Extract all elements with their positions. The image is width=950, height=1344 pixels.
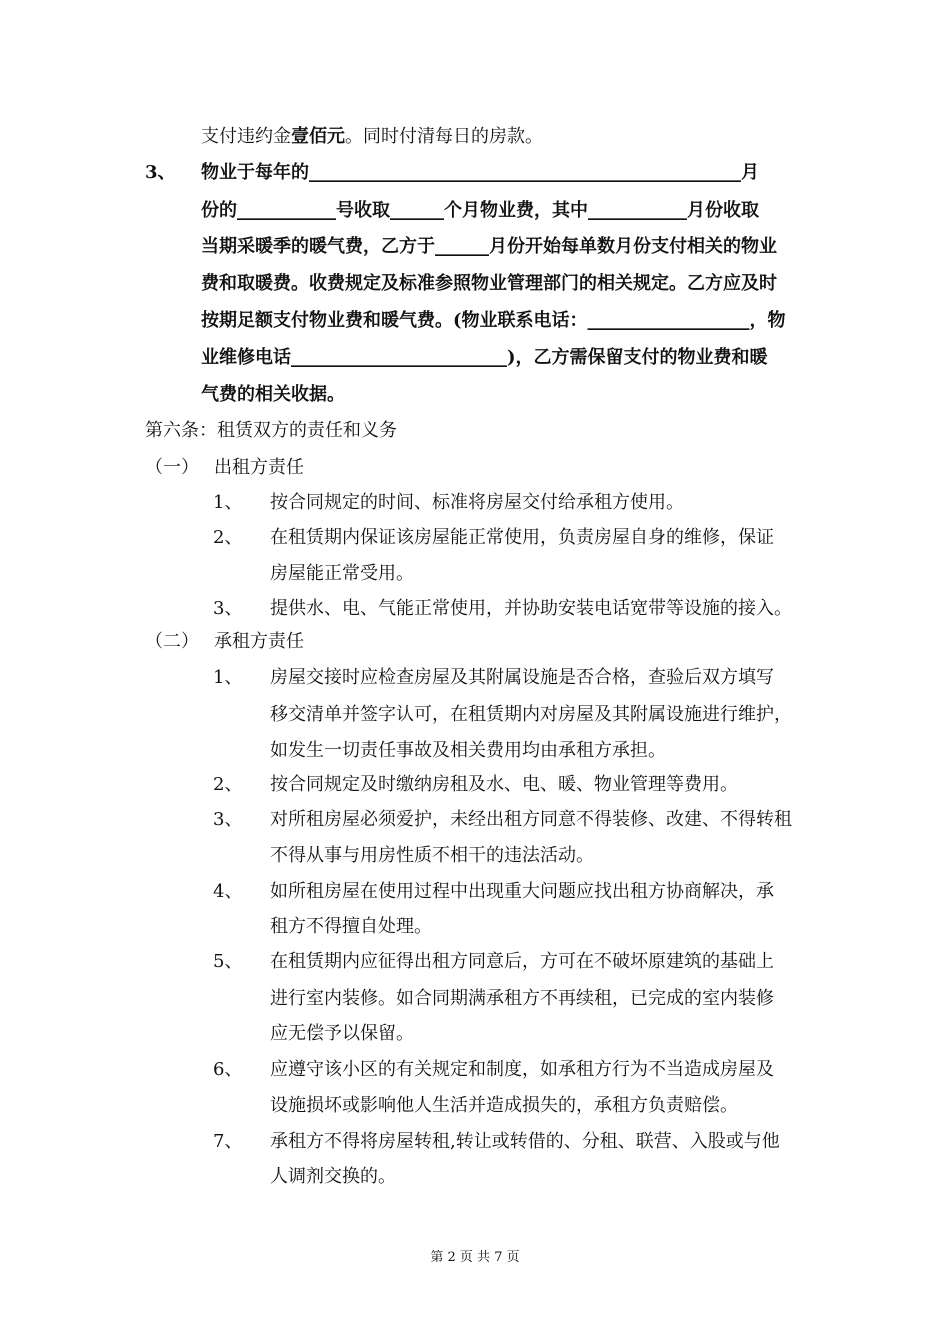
- item-3-line-2: 份的___________号收取______个月物业费，其中___________月份收取: [201, 200, 759, 221]
- lessor-item-1-line-1: 按合同规定的时间、标准将房屋交付给承租方使用。: [270, 492, 684, 513]
- lessee-item-4-number: 4、: [213, 881, 243, 902]
- lessee-item-2-line-1: 按合同规定及时缴纳房租及水、电、暖、物业管理等费用。: [270, 774, 738, 795]
- penalty-amount: 壹佰元: [291, 126, 345, 147]
- item-3-line-6: 业维修电话________________________)，乙方需保留支付的物业费和暖: [201, 347, 768, 368]
- lessee-item-1-line-2: 移交清单并签字认可，在租赁期内对房屋及其附属设施进行维护，: [270, 704, 792, 725]
- lessor-item-2-number: 2、: [213, 527, 243, 548]
- lessee-item-7-line-1: 承租方不得将房屋转租,转让或转借的、分租、联营、入股或与他: [270, 1131, 780, 1152]
- item-3-line-1: 物业于每年的________________________________________________月: [201, 162, 759, 183]
- lessor-item-2-line-1: 在租赁期内保证该房屋能正常使用，负责房屋自身的维修，保证: [270, 527, 774, 548]
- lessor-item-3-line-1: 提供水、电、气能正常使用，并协助安装电话宽带等设施的接入。: [270, 598, 792, 619]
- lessee-item-5-line-2: 进行室内装修。如合同期满承租方不再续租，已完成的室内装修: [270, 988, 774, 1009]
- lessor-item-1-number: 1、: [213, 492, 243, 513]
- section-2-title: 承租方责任: [214, 631, 304, 652]
- lessee-item-2-number: 2、: [213, 774, 243, 795]
- lessee-item-4-line-1: 如所租房屋在使用过程中出现重大问题应找出租方协商解决，承: [270, 881, 774, 902]
- lessor-item-3-number: 3、: [213, 598, 243, 619]
- penalty-text: 支付违约金: [201, 126, 291, 147]
- section-1-number: （一）: [145, 457, 199, 478]
- lessee-item-6-line-1: 应遵守该小区的有关规定和制度，如承租方行为不当造成房屋及: [270, 1059, 774, 1080]
- lessee-item-6-line-2: 设施损坏或影响他人生活并造成损失的，承租方负责赔偿。: [270, 1095, 738, 1116]
- item-3-number: 3、: [145, 162, 176, 183]
- lessee-item-5-number: 5、: [213, 951, 243, 972]
- lessee-item-1-line-1: 房屋交接时应检查房屋及其附属设施是否合格，查验后双方填写: [270, 667, 774, 688]
- lessee-item-5-line-3: 应无偿予以保留。: [270, 1023, 414, 1044]
- lessee-item-6-number: 6、: [213, 1059, 243, 1080]
- item-3-line-4: 费和取暖费。收费规定及标准参照物业管理部门的相关规定。乙方应及时: [201, 273, 777, 294]
- article-6-heading: 第六条：租赁双方的责任和义务: [145, 420, 397, 441]
- section-2-number: （二）: [145, 631, 199, 652]
- paragraph-penalty: [201, 125, 543, 149]
- penalty-text-end: 。同时付清每日的房款。: [345, 126, 543, 147]
- lessee-item-4-line-2: 租方不得擅自处理。: [270, 916, 432, 937]
- item-3-line-3: 当期采暖季的暖气费，乙方于______月份开始每单数月份支付相关的物业: [201, 236, 777, 257]
- item-3-line-7: 气费的相关收据。: [201, 384, 345, 405]
- page-footer: 第 2 页 共 7 页: [430, 1250, 520, 1265]
- lessee-item-1-number: 1、: [213, 667, 243, 688]
- lessee-item-1-line-3: 如发生一切责任事故及相关费用均由承租方承担。: [270, 740, 666, 761]
- lessor-item-2-line-2: 房屋能正常受用。: [270, 563, 414, 584]
- lessee-item-3-number: 3、: [213, 809, 243, 830]
- lessee-item-7-line-2: 人调剂交换的。: [270, 1166, 396, 1187]
- section-1-title: 出租方责任: [214, 457, 304, 478]
- lessee-item-5-line-1: 在租赁期内应征得出租方同意后，方可在不破坏原建筑的基础上: [270, 951, 774, 972]
- item-3-line-5: 按期足额支付物业费和暖气费。(物业联系电话：__________________，物: [201, 310, 786, 331]
- lessee-item-3-line-1: 对所租房屋必须爱护，未经出租方同意不得装修、改建、不得转租: [270, 809, 792, 830]
- lessee-item-7-number: 7、: [213, 1131, 243, 1152]
- lessee-item-3-line-2: 不得从事与用房性质不相干的违法活动。: [270, 845, 594, 866]
